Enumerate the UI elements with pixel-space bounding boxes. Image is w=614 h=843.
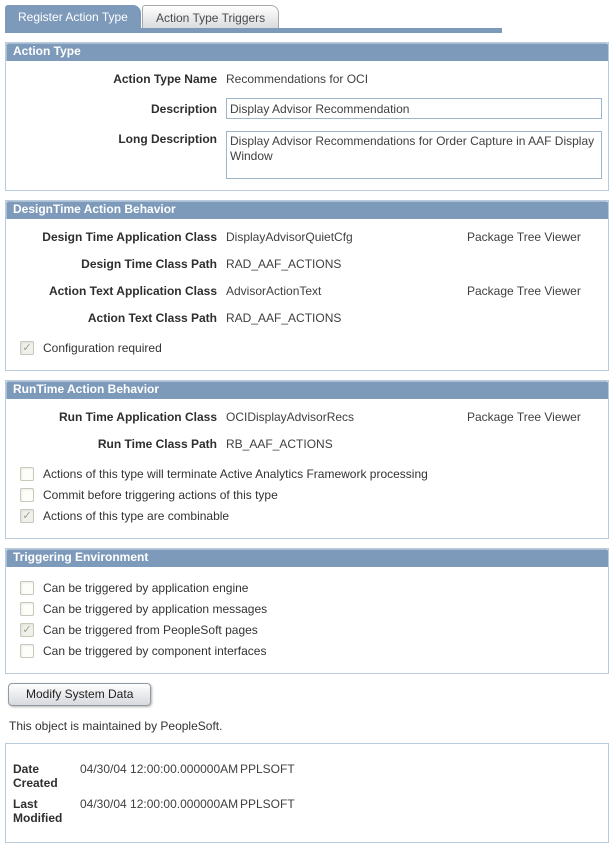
date-created-value: 04/30/04 12:00:00.000000AM: [80, 762, 239, 776]
section-runtime-header: RunTime Action Behavior: [6, 381, 608, 399]
section-triggering-body: [6, 567, 608, 673]
design-time-application-class-value: DisplayAdvisorQuietCfg: [226, 229, 353, 244]
design-time-class-path-label: Design Time Class Path: [81, 257, 217, 271]
section-designtime-header: DesignTime Action Behavior: [6, 201, 608, 219]
terminate-processing-label: Actions of this type will terminate Active Analytics Framework processing: [43, 467, 428, 481]
section-designtime-body: [6, 219, 608, 370]
section-runtime-body: [6, 399, 608, 538]
actions-combinable-checkbox[interactable]: ✓: [20, 509, 34, 523]
field-row-action-text-class-path: [12, 310, 602, 325]
tab-action-type-triggers[interactable]: Action Type Triggers: [142, 5, 279, 28]
triggered-by-application-messages-checkbox[interactable]: [20, 602, 34, 616]
run-time-application-class-value: OCIDisplayAdvisorRecs: [226, 409, 355, 424]
date-created-label: Date Created: [13, 762, 58, 790]
date-created-row: [13, 762, 601, 790]
section-action-type-body: [6, 61, 608, 190]
design-time-class-path-value: RAD_AAF_ACTIONS: [226, 256, 342, 271]
action-type-name-label: Action Type Name: [113, 72, 217, 86]
checkbox-row-component-interfaces: [20, 644, 602, 658]
tab-register-action-type[interactable]: Register Action Type: [5, 5, 141, 33]
design-time-application-class-label: Design Time Application Class: [42, 230, 217, 244]
description-label: Description: [150, 102, 217, 116]
field-row-action-text-application-class: [12, 283, 602, 298]
checkbox-row-commit-before-triggering: [20, 488, 602, 502]
checkbox-row-configuration-required: [20, 341, 602, 355]
configuration-required-checkbox[interactable]: ✓: [20, 341, 34, 355]
long-description-label: Long Description: [118, 132, 217, 146]
field-row-description: [12, 98, 602, 119]
section-runtime-action-behavior: [5, 380, 609, 539]
field-row-long-description: [12, 131, 602, 179]
long-description-textarea[interactable]: [226, 131, 602, 179]
run-time-class-path-label: Run Time Class Path: [97, 437, 217, 451]
commit-before-triggering-checkbox[interactable]: [20, 488, 34, 502]
date-created-user: PPLSOFT: [240, 762, 295, 776]
checkbox-row-terminate-processing: [20, 467, 602, 481]
package-tree-viewer-link[interactable]: Package Tree Viewer: [467, 410, 581, 424]
actions-combinable-label: Actions of this type are combinable: [43, 509, 230, 523]
configuration-required-label: Configuration required: [43, 341, 162, 355]
triggered-from-peoplesoft-pages-label: Can be triggered from PeopleSoft pages: [43, 623, 258, 637]
commit-before-triggering-label: Commit before triggering actions of this type: [43, 488, 278, 502]
triggered-by-component-interfaces-label: Can be triggered by component interfaces: [43, 644, 267, 658]
triggered-by-application-engine-checkbox[interactable]: [20, 581, 34, 595]
action-type-name-value: Recommendations for OCI: [226, 71, 369, 86]
action-text-class-path-value: RAD_AAF_ACTIONS: [226, 310, 342, 325]
triggered-by-application-engine-label: Can be triggered by application engine: [43, 581, 249, 595]
field-row-design-time-class-path: [12, 256, 602, 271]
tab-bar: [5, 5, 609, 33]
action-text-application-class-value: AdvisorActionText: [226, 283, 322, 298]
section-triggering-environment: [5, 548, 609, 674]
action-text-application-class-label: Action Text Application Class: [48, 284, 217, 298]
last-modified-row: [13, 797, 601, 825]
field-row-run-time-class-path: [12, 436, 602, 451]
last-modified-label: Last Modified: [13, 797, 63, 825]
section-action-type-header: Action Type: [6, 43, 608, 61]
checkbox-row-application-engine: [20, 581, 602, 595]
field-row-action-type-name: [12, 71, 602, 86]
package-tree-viewer-link[interactable]: Package Tree Viewer: [467, 230, 581, 244]
triggered-by-application-messages-label: Can be triggered by application messages: [43, 602, 268, 616]
last-modified-user: PPLSOFT: [240, 797, 295, 811]
section-action-type: [5, 42, 609, 191]
triggered-by-component-interfaces-checkbox[interactable]: [20, 644, 34, 658]
package-tree-viewer-link[interactable]: Package Tree Viewer: [467, 284, 581, 298]
last-modified-value: 04/30/04 12:00:00.000000AM: [80, 797, 239, 811]
checkbox-row-actions-combinable: [20, 509, 602, 523]
field-row-run-time-application-class: [12, 409, 602, 424]
action-text-class-path-label: Action Text Class Path: [87, 311, 217, 325]
terminate-processing-checkbox[interactable]: [20, 467, 34, 481]
maintained-by-text: This object is maintained by PeopleSoft.: [9, 719, 223, 733]
triggered-from-peoplesoft-pages-checkbox[interactable]: ✓: [20, 623, 34, 637]
section-triggering-header: Triggering Environment: [6, 549, 608, 567]
description-input[interactable]: [226, 98, 602, 119]
run-time-application-class-label: Run Time Application Class: [58, 410, 217, 424]
modify-system-data-button[interactable]: Modify System Data: [8, 683, 151, 706]
run-time-class-path-value: RB_AAF_ACTIONS: [226, 436, 333, 451]
section-designtime-action-behavior: [5, 200, 609, 371]
field-row-design-time-application-class: [12, 229, 602, 244]
checkbox-row-application-messages: [20, 602, 602, 616]
checkbox-row-peoplesoft-pages: [20, 623, 602, 637]
audit-info-box: [5, 743, 609, 843]
